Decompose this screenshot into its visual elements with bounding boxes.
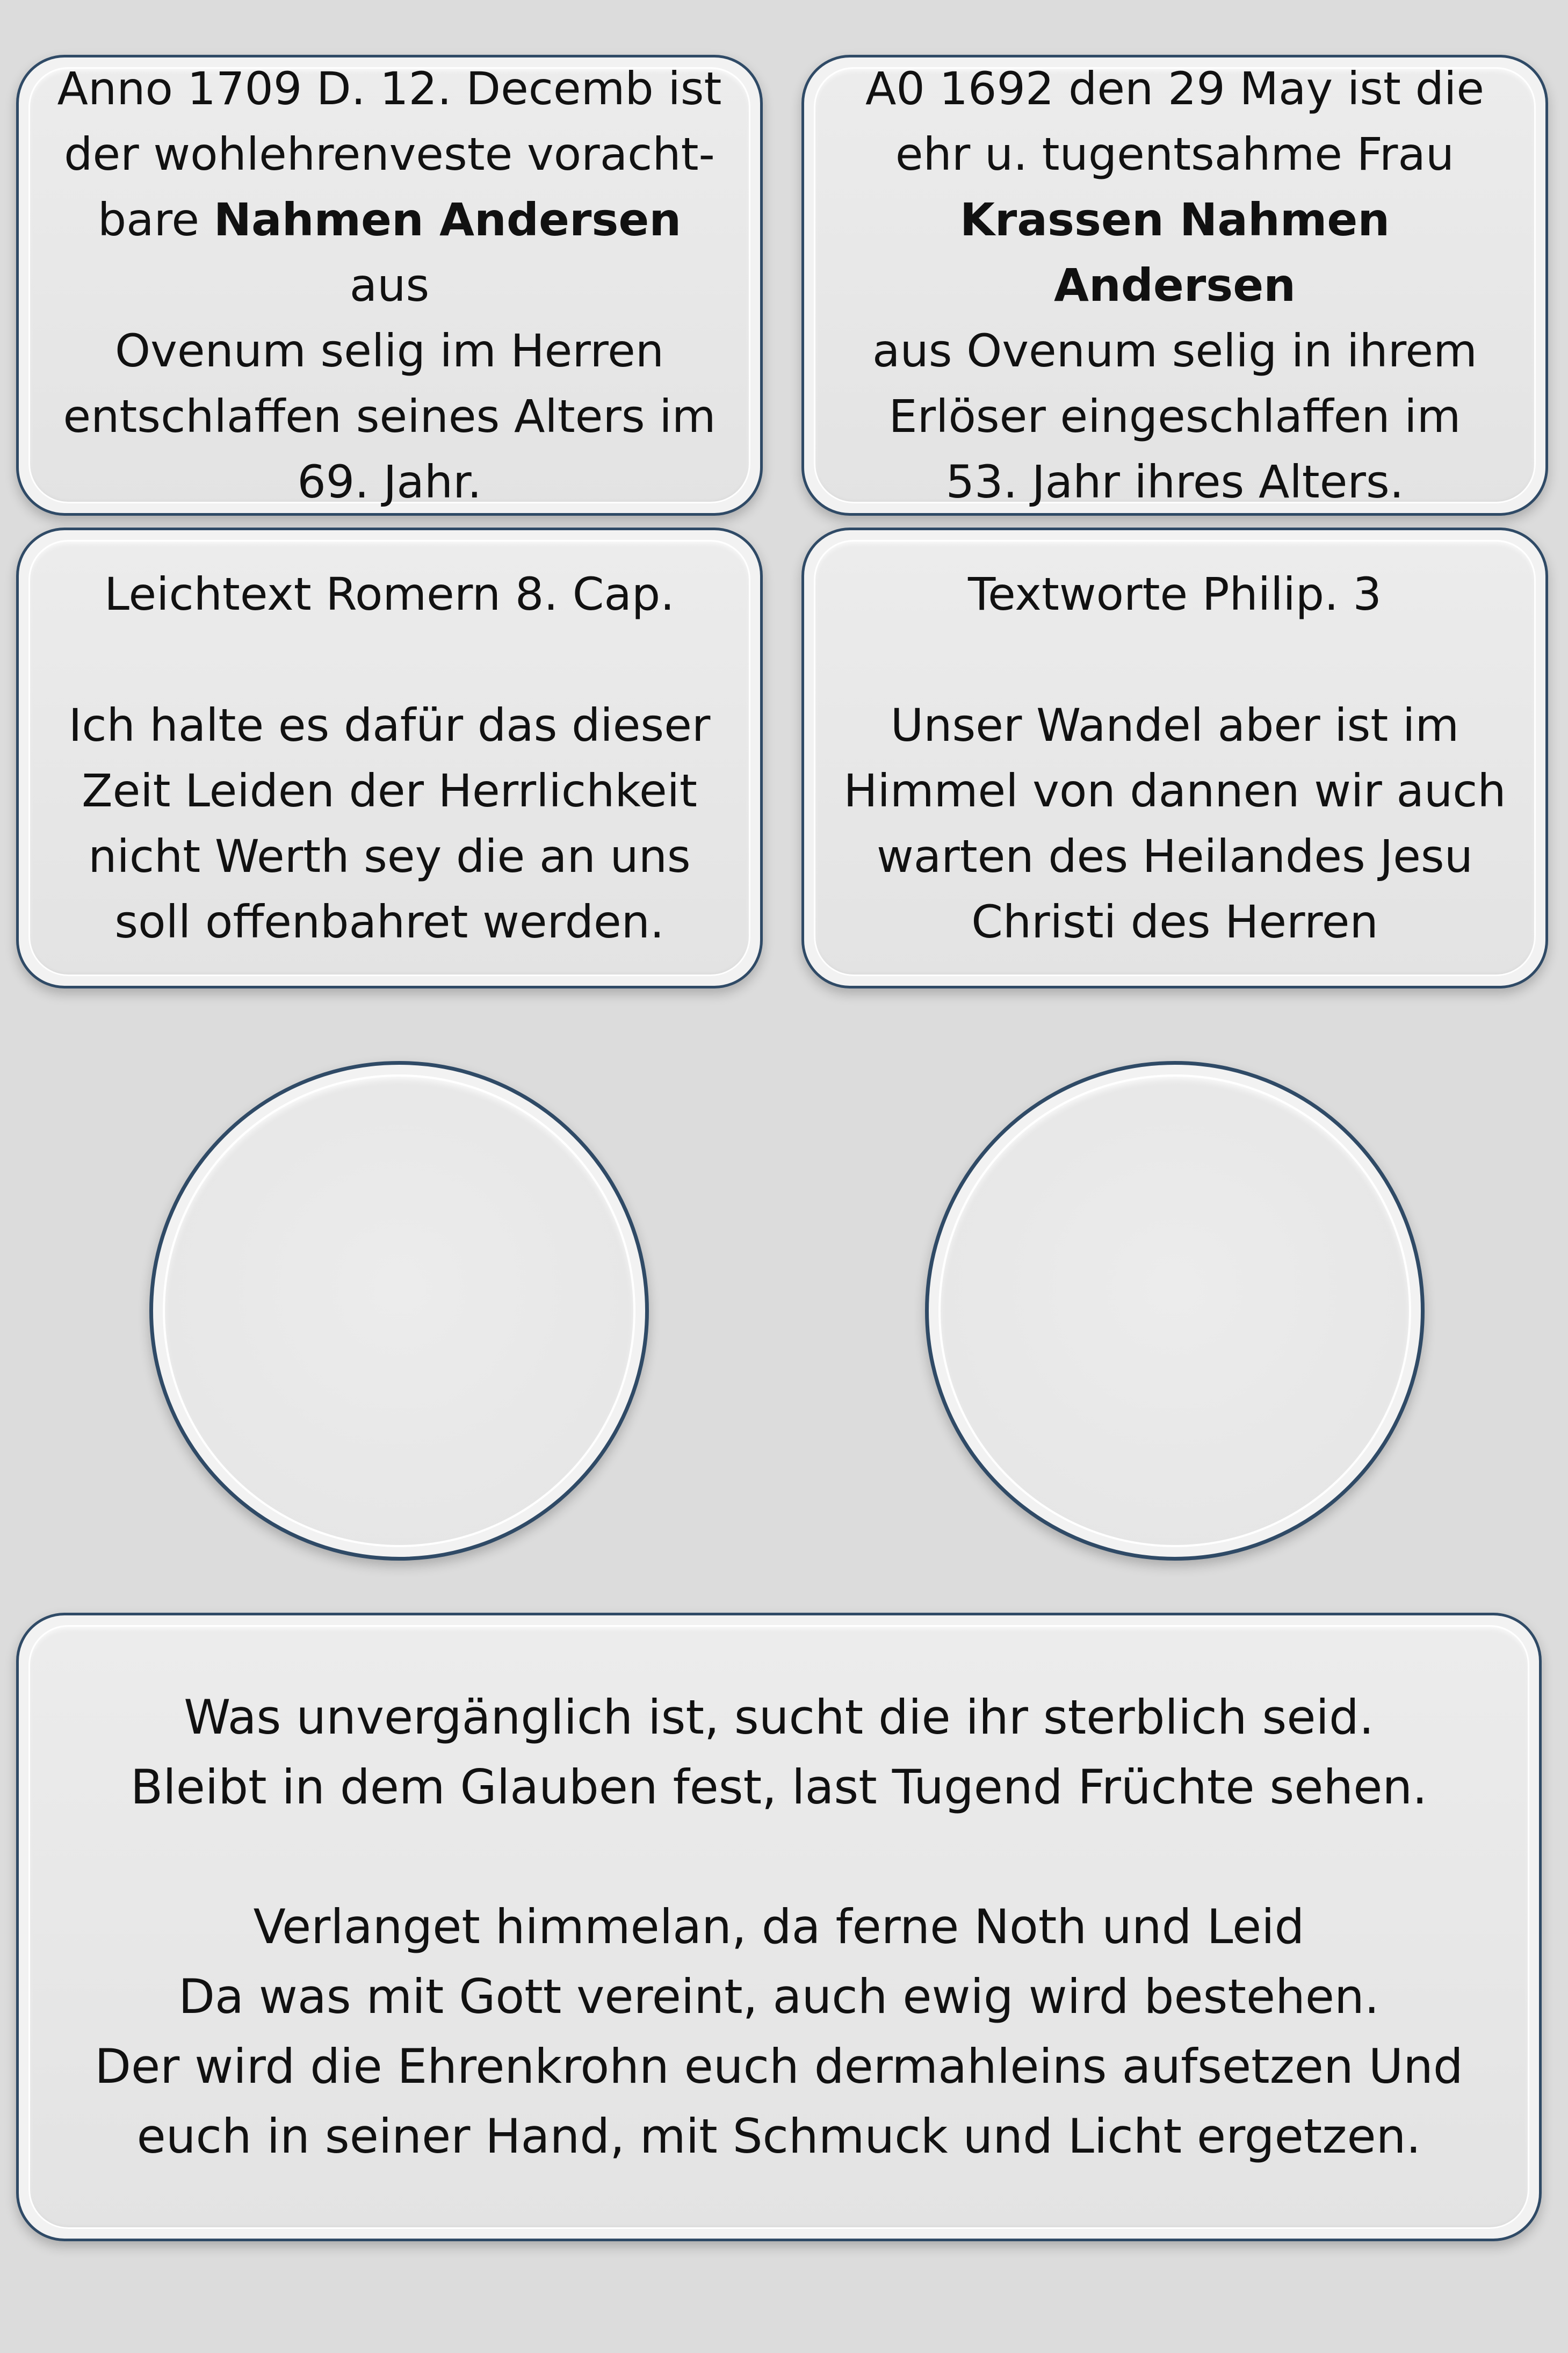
funeral-text-romans	[69, 561, 711, 955]
inscription-wife-line-2: ehr u. tugentsahme Frau	[895, 128, 1455, 181]
funeral-text-romans-line-3: nicht Werth sey die an uns	[88, 830, 691, 883]
poem-line-3: Verlanget himmelan, da ferne Noth und Leid	[253, 1899, 1305, 1954]
funeral-text-panel-philippians-inner	[814, 540, 1536, 976]
inscription-wife-line-6: 53. Jahr ihres Alters.	[945, 456, 1404, 508]
inscription-husband-text	[55, 56, 724, 515]
inscription-husband-line-6: 69. Jahr.	[297, 456, 482, 508]
inscription-husband-line-3-pre: bare	[97, 193, 214, 246]
funeral-text-philippians-line-3: warten des Heilandes Jesu	[877, 830, 1473, 883]
medallion-left-inner	[163, 1074, 635, 1547]
funeral-text-romans-line-4: soll offenbahret werden.	[114, 896, 664, 948]
wife-name: Krassen Nahmen Andersen	[959, 193, 1390, 312]
inscription-wife-line-3	[841, 187, 1509, 318]
poem-line-4: Da was mit Gott vereint, auch ewig wird bestehen.	[178, 1969, 1379, 2024]
funeral-text-panel-philippians	[801, 528, 1548, 988]
poem-panel-inner	[28, 1625, 1529, 2229]
medallion-left	[149, 1061, 649, 1561]
inscription-wife-text	[841, 56, 1509, 515]
inscription-wife-line-5: Erlöser eingeschlaffen im	[888, 390, 1461, 443]
inscription-panel-wife	[801, 55, 1548, 516]
inscription-husband-line-5: entschlaffen seines Alters im	[63, 390, 716, 443]
funeral-text-philippians-title: Textworte Philip. 3	[968, 568, 1382, 620]
spacer	[95, 1822, 1463, 1892]
poem-line-1: Was unvergänglich ist, sucht die ihr sterblich seid.	[184, 1690, 1374, 1745]
funeral-text-panel-romans-inner	[28, 540, 750, 976]
spacer	[69, 627, 711, 692]
poem-line-2: Bleibt in dem Glauben fest, last Tugend Früchte sehen.	[130, 1759, 1428, 1815]
inscription-husband-line-2: der wohlehrenveste voracht-	[64, 128, 715, 181]
poem-text	[95, 1683, 1463, 2171]
poem-line-6: euch in seiner Hand, mit Schmuck und Licht ergetzen.	[136, 2109, 1421, 2164]
medallion-right-inner	[938, 1074, 1411, 1547]
funeral-text-romans-line-2: Zeit Leiden der Herrlichkeit	[82, 764, 697, 817]
inscription-panel-wife-inner	[814, 62, 1536, 508]
funeral-text-philippians-line-4: Christi des Herren	[971, 896, 1378, 948]
inscription-panel-husband-inner	[28, 62, 750, 508]
inscription-husband-line-3-post: aus	[349, 259, 430, 312]
inscription-panel-husband	[16, 55, 763, 516]
inscription-husband-line-1: Anno 1709 D. 12. Decemb ist	[57, 62, 722, 115]
inscription-husband-line-4: Ovenum selig im Herren	[114, 324, 664, 377]
medallion-right	[925, 1061, 1425, 1561]
funeral-text-philippians	[843, 561, 1506, 955]
inscription-husband-line-3	[55, 187, 724, 318]
husband-name: Nahmen Andersen	[213, 193, 682, 246]
funeral-text-philippians-line-1: Unser Wandel aber ist im	[890, 699, 1459, 752]
funeral-text-romans-line-1: Ich halte es dafür das dieser	[68, 699, 711, 752]
funeral-text-panel-romans	[16, 528, 763, 988]
funeral-text-romans-title: Leichtext Romern 8. Cap.	[104, 568, 675, 620]
spacer	[843, 627, 1506, 692]
inscription-wife-line-4: aus Ovenum selig in ihrem	[872, 324, 1477, 377]
inscription-wife-line-1: A0 1692 den 29 May ist die	[865, 62, 1485, 115]
poem-panel	[16, 1613, 1542, 2241]
funeral-text-philippians-line-2: Himmel von dannen wir auch	[843, 764, 1506, 817]
poem-line-5: Der wird die Ehrenkrohn euch dermahleins aufsetzen Und	[95, 2039, 1463, 2094]
